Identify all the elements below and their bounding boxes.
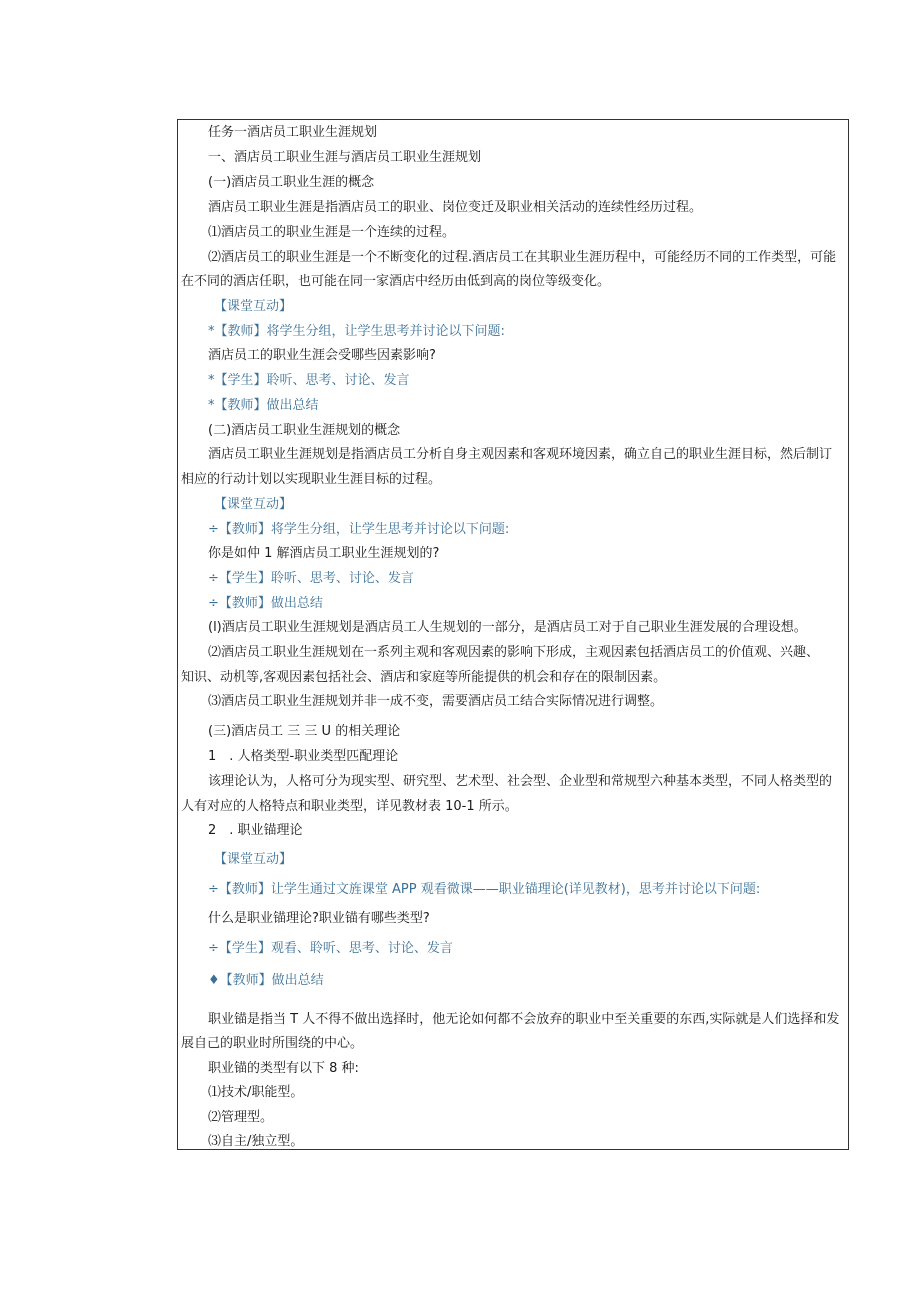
- teacher-summary: ♦【教师】做出总结: [208, 973, 324, 988]
- list-item: ⑴技术/职能型。: [208, 1085, 304, 1100]
- theory-heading: 1 . 人格类型-职业类型匹配理论: [208, 749, 399, 764]
- teacher-instruction: ÷【教师】让学生通过文旌课堂 APP 观看微课——职业锚理论(详见教材)，思考并讨论以下问题:: [208, 882, 761, 897]
- subsection-heading: (一)酒店员工职业生涯的概念: [208, 175, 375, 190]
- paragraph-line: 酒店员工职业生涯规划是指酒店员工分析自身主观因素和客观环境因素，确立自己的职业生涯目标，然后制订: [208, 447, 833, 462]
- paragraph-line: 职业锚是指当 T 人不得不做出选择时，他无论如何都不会放弃的职业中至关重要的东西,实际就是人们选择和发: [208, 1012, 840, 1027]
- list-item: ⑶酒店员工职业生涯规划并非一成不变，需要酒店员工结合实际情况进行调整。: [208, 694, 664, 709]
- discussion-question: 你是如仲 1 解酒店员工职业生涯规划的?: [208, 546, 440, 561]
- paragraph-line: 人有对应的人格特点和职业类型，详见教材表 10-1 所示。: [181, 799, 518, 814]
- paragraph-line: 职业锚的类型有以下 8 种:: [208, 1061, 359, 1076]
- list-item: ⑵酒店员工职业生涯规划在一系列主观和客观因素的影响下形成，主观因素包括酒店员工的价值观、兴趣、: [208, 645, 820, 660]
- teacher-instruction: ÷【教师】将学生分组，让学生思考并讨论以下问题:: [208, 522, 510, 537]
- theory-heading: 2 . 职业锚理论: [208, 823, 303, 838]
- teacher-summary: ÷【教师】做出总结: [208, 596, 323, 611]
- paragraph-line: 酒店员工职业生涯是指酒店员工的职业、岗位变迁及职业相关活动的连续性经历过程。: [208, 200, 703, 215]
- paragraph-line: ⑵酒店员工的职业生涯是一个不断变化的过程.酒店员工在其职业生涯历程中，可能经历不同的工作类型，可能: [208, 250, 837, 265]
- classroom-interaction-label: 【课堂互动】: [214, 299, 293, 314]
- paragraph-line: 知识、动机等,客观因素包括社会、酒店和家庭等所能提供的机会和存在的限制因素。: [181, 670, 667, 685]
- student-activity: ÷【学生】观看、聆听、思考、讨论、发言: [208, 941, 453, 956]
- teacher-summary: *【教师】做出总结: [208, 398, 319, 413]
- list-item: ⑴酒店员工的职业生涯是一个连续的过程。: [208, 225, 456, 240]
- section-heading: 一、酒店员工职业生涯与酒店员工职业生涯规划: [208, 150, 482, 165]
- paragraph-line: 在不同的酒店任职，也可能在同一家酒店中经历由低到高的岗位等级变化。: [181, 274, 611, 289]
- list-item: ⑶自主/独立型。: [208, 1134, 304, 1149]
- student-activity: *【学生】聆听、思考、讨论、发言: [208, 373, 410, 388]
- teacher-instruction: *【教师】将学生分组，让学生思考并讨论以下问题:: [208, 324, 505, 339]
- paragraph-line: 展自己的职业时所围绕的中心。: [181, 1036, 364, 1051]
- student-activity: ÷【学生】聆听、思考、讨论、发言: [208, 571, 414, 586]
- subsection-heading: (二)酒店员工职业生涯规划的概念: [208, 423, 401, 438]
- classroom-interaction-label: 【课堂互动】: [214, 852, 293, 867]
- subsection-heading: (三)酒店员工 三 三 U 的相关理论: [208, 724, 401, 739]
- classroom-interaction-label: 【课堂互动】: [214, 497, 293, 512]
- list-item: ⑵管理型。: [208, 1110, 274, 1125]
- discussion-question: 酒店员工的职业生涯会受哪些因素影响?: [208, 348, 436, 363]
- paragraph-line: 该理论认为，人格可分为现实型、研究型、艺术型、社会型、企业型和常规型六种基本类型，不同人格类型的: [208, 774, 833, 789]
- list-item: (l)酒店员工职业生涯规划是酒店员工人生规划的一部分，是酒店员工对于自己职业生涯发展的合理设想。: [208, 620, 807, 635]
- paragraph-line: 相应的行动计划以实现职业生涯目标的过程。: [181, 472, 442, 487]
- discussion-question: 什么是职业锚理论?职业锚有哪些类型?: [208, 911, 430, 926]
- task-title: 任务一酒店员工职业生涯规划: [208, 125, 378, 140]
